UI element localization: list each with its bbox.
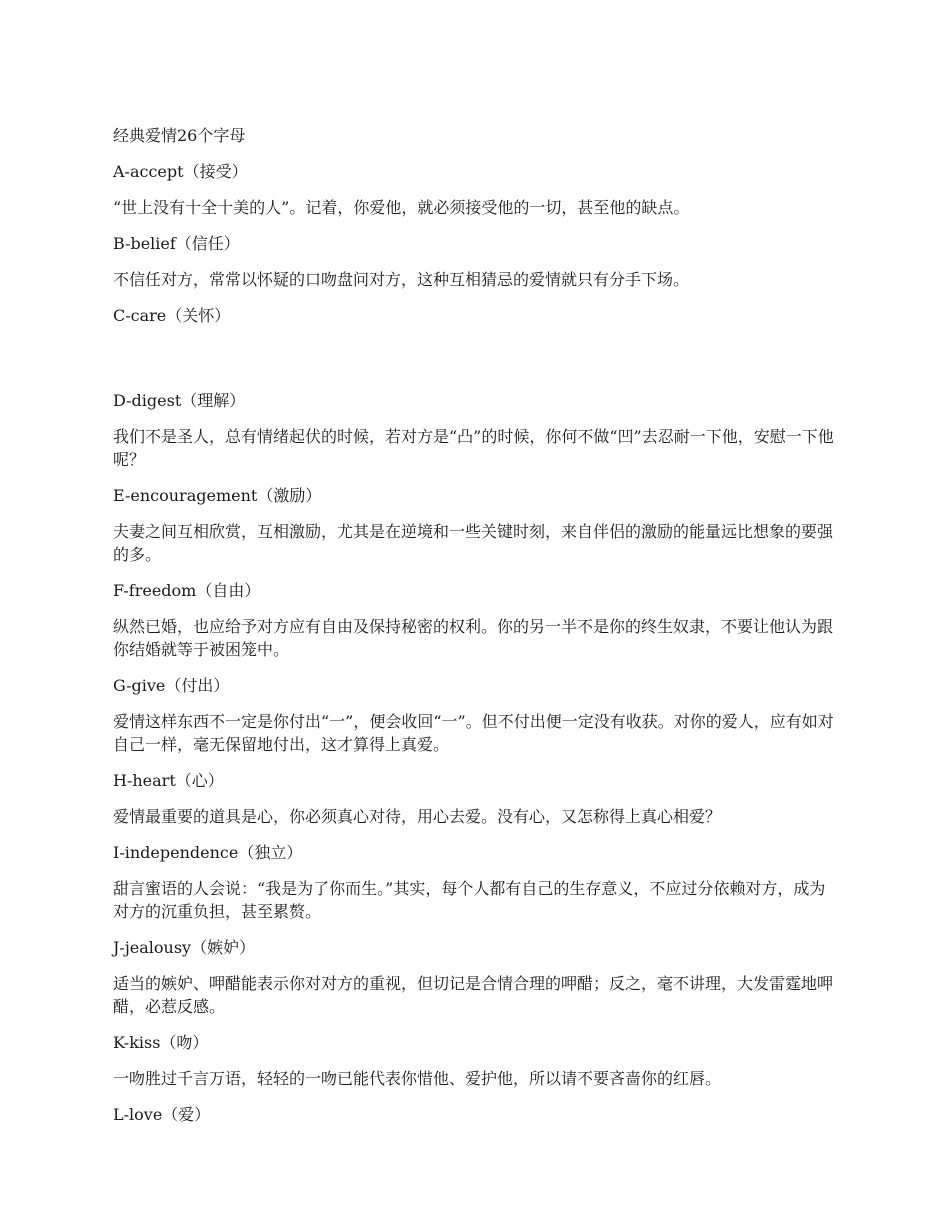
entry-heading-i: I-independence（独立）: [113, 843, 303, 862]
entry-heading-h: H-heart（心）: [113, 771, 224, 790]
entry-body-f: 纵然已婚，也应给予对方应有自由及保持秘密的权利。你的另一半不是你的终生奴隶，不要让他认为跟你结婚就等于被困笼中。: [113, 617, 834, 659]
entry-heading-e: E-encouragement（激励）: [113, 486, 322, 505]
entry-body-g: 爱情这样东西不一定是你付出“一”，便会收回“一”。但不付出便一定没有收获。对你的爱人，应有如对自己一样，毫无保留地付出，这才算得上真爱。: [113, 712, 834, 754]
entry-heading-g: G-give（付出）: [113, 676, 230, 695]
entry-heading-j: J-jealousy（嫉妒）: [113, 938, 256, 957]
entry-body-c-empty: [113, 340, 840, 363]
entry-heading-a: A-accept（接受）: [113, 162, 248, 181]
entry-body-b: 不信任对方，常常以怀疑的口吻盘问对方，这种互相猜忌的爱情就只有分手下场。: [113, 270, 690, 289]
document-page: [113, 124, 840, 1139]
entry-body-j: 适当的嫉妒、呷醋能表示你对对方的重视，但切记是合情合理的呷醋；反之，毫不讲理，大发雷霆地呷醋，必惹反感。: [113, 974, 834, 1016]
entry-body-i: 甜言蜜语的人会说：“我是为了你而生。”其实，每个人都有自己的生存意义，不应过分依赖对方，成为对方的沉重负担，甚至累赘。: [113, 879, 826, 921]
entry-body-d: 我们不是圣人，总有情绪起伏的时候，若对方是“凸”的时候，你何不做“凹”去忍耐一下他，安慰一下他呢？: [113, 427, 834, 469]
entry-heading-k: K-kiss（吻）: [113, 1033, 209, 1052]
entry-heading-f: F-freedom（自由）: [113, 581, 261, 600]
entry-body-k: 一吻胜过千言万语，轻轻的一吻已能代表你惜他、爱护他，所以请不要吝啬你的红唇。: [113, 1069, 722, 1088]
entry-heading-d: D-digest（理解）: [113, 391, 246, 410]
entry-body-e: 夫妻之间互相欣赏，互相激励，尤其是在逆境和一些关键时刻，来自伴侣的激励的能量远比想象的要强的多。: [113, 522, 834, 564]
entry-body-h: 爱情最重要的道具是心，你必须真心对待，用心去爱。没有心，又怎称得上真心相爱？: [113, 807, 722, 826]
entry-heading-l: L-love（爱）: [113, 1105, 211, 1124]
entry-heading-b: B-belief（信任）: [113, 234, 240, 253]
document-title: 经典爱情26个字母: [113, 126, 246, 145]
entry-body-a: “世上没有十全十美的人”。记着，你爱他，就必须接受他的一切，甚至他的缺点。: [113, 198, 690, 217]
entry-heading-c: C-care（关怀）: [113, 306, 231, 325]
